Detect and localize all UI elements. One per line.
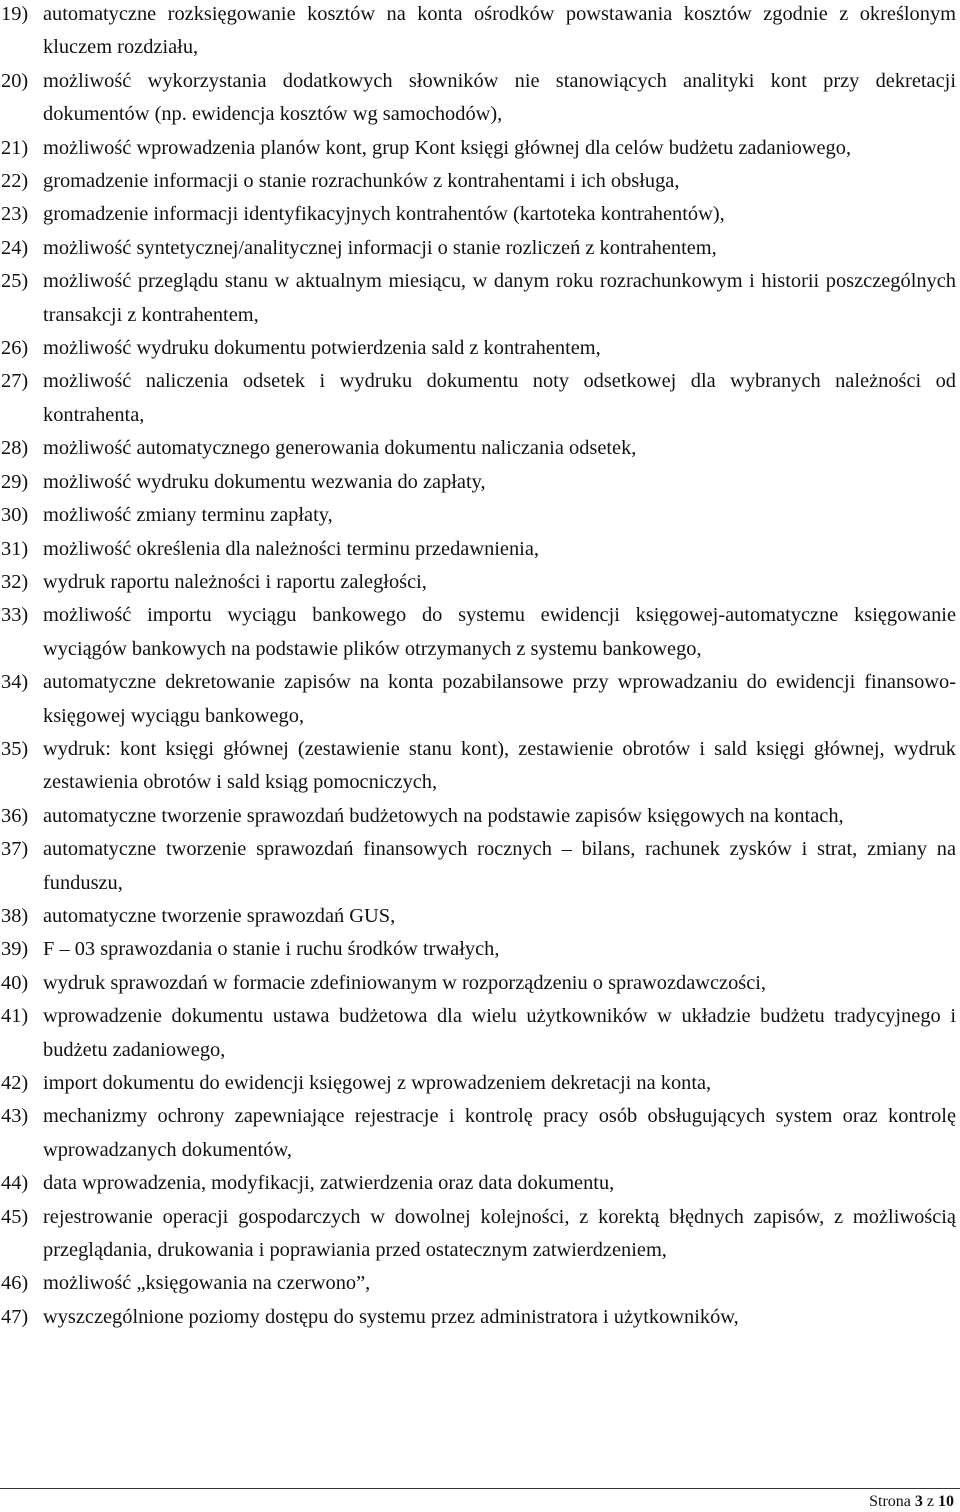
list-item-text: możliwość wykorzystania dodatkowych słowników nie stanowiących analityki kont przy dekretacji dokumentów (np. ewidencja kosztów wg samochodów), [43,69,956,126]
footer-total-pages: 10 [938,1493,954,1510]
list-item-text: możliwość naliczenia odsetek i wydruku dokumentu noty odsetkowej dla wybranych należności od kontrahenta, [43,370,956,426]
footer-current-page: 3 [914,1493,923,1510]
list-item-number: 42) [1,1072,29,1094]
list-item-text: automatyczne dekretowanie zapisów na konta pozabilansowe przy wprowadzaniu do ewidencji finansowo-księgowej wyciągu bankowego, [43,671,956,727]
list-item-text: możliwość wydruku dokumentu potwierdzenia sald z kontrahentem, [43,337,601,360]
list-item [1,198,956,231]
list-item [1,165,956,198]
list-item-text: możliwość syntetycznej/analitycznej informacji o stanie rozliczeń z kontrahentem, [43,236,717,259]
list-item-text: wprowadzenie dokumentu ustawa budżetowa dla wielu użytkowników w układzie budżetu tradycyjnego i budżetu zadaniowego, [43,1005,956,1061]
list-item-number: 20) [1,69,29,92]
list-item-text: wydruk raportu należności i raportu zaległości, [43,570,427,593]
list-item-number: 34) [1,671,29,694]
list-item [1,265,956,332]
list-item [1,566,956,599]
list-item-text: wydruk: kont księgi głównej (zestawienie stanu kont), zestawienie obrotów i sald księgi głównej, wydruk zestawienia obrotów i sald ksiąg pomocniczych, [43,737,956,794]
footer-divider [0,1488,960,1489]
list-item-number: 25) [1,270,29,293]
list-item-text: możliwość importu wyciągu bankowego do systemu ewidencji księgowej-automatyczne księgowanie wyciągów bankowych na podstawie plików otrzymanych z systemu bankowego, [43,604,956,660]
list-item-number: 22) [1,170,29,193]
list-item [1,132,956,165]
list-item-number: 43) [1,1105,29,1128]
list-item-text: wydruk sprawozdań w formacie zdefiniowanym w rozporządzeniu o sprawozdawczości, [43,971,767,994]
list-item [1,466,956,499]
list-item [1,733,956,800]
list-item-number: 39) [1,938,29,961]
requirements-list [1,0,956,1334]
list-item-number: 40) [1,971,29,994]
list-item-text: możliwość określenia dla należności terminu przedawnienia, [43,537,539,560]
list-item [1,365,956,432]
list-item-number: 30) [1,504,29,527]
list-item-text: automatyczne tworzenie sprawozdań budżetowych na podstawie zapisów księgowych na kontach, [43,804,844,827]
list-item [1,599,956,666]
list-item-text: automatyczne tworzenie sprawozdań finansowych rocznych – bilans, rachunek zysków i strat, zmiany na funduszu, [43,838,956,894]
list-item [1,1201,956,1268]
list-item-text: F – 03 sprawozdania o stanie i ruchu środków trwałych, [43,938,500,961]
list-item-number: 45) [1,1205,29,1228]
list-item-number: 24) [1,236,29,259]
list-item-number: 36) [1,804,29,827]
list-item-text: gromadzenie informacji identyfikacyjnych kontrahentów (kartoteka kontrahentów), [43,203,725,226]
list-item-text: możliwość zmiany terminu zapłaty, [43,504,333,527]
list-item-text: wyszczególnione poziomy dostępu do systemu przez administratora i użytkowników, [43,1305,739,1328]
list-item [1,1000,956,1067]
footer-label: Strona [869,1493,911,1510]
list-item [1,1301,956,1334]
list-item-number: 44) [1,1172,29,1195]
list-item-text: możliwość przeglądu stanu w aktualnym miesiącu, w danym roku rozrachunkowym i historii poszczególnych transakcji z kontrahentem, [43,270,956,326]
list-item-number: 29) [1,470,29,493]
list-item [1,1167,956,1200]
list-item [1,533,956,566]
list-item-number: 26) [1,337,29,360]
list-item-number: 46) [1,1272,29,1295]
list-item [1,1267,956,1300]
list-item-number: 33) [1,604,29,627]
list-item [1,499,956,532]
list-item-number: 37) [1,838,29,861]
list-item-number: 47) [1,1305,29,1328]
list-item [1,800,956,833]
page-footer [869,1493,954,1511]
list-item-number: 41) [1,1005,29,1028]
list-item-number: 35) [1,737,29,760]
list-item-text: import dokumentu do ewidencji księgowej z wprowadzeniem dekretacji na konta, [43,1072,712,1094]
list-item [1,666,956,733]
list-item-text: możliwość „księgowania na czerwono”, [43,1272,371,1295]
list-item [1,65,956,132]
list-item [1,432,956,465]
list-item [1,1100,956,1167]
list-item [1,1067,956,1100]
list-item-number: 38) [1,904,29,927]
list-item-number: 27) [1,370,29,393]
list-item-text: gromadzenie informacji o stanie rozrachunków z kontrahentami i ich obsługa, [43,170,680,193]
list-item [1,933,956,966]
footer-separator: z [926,1493,934,1510]
list-item-text: automatyczne rozksięgowanie kosztów na konta ośrodków powstawania kosztów zgodnie z określonym kluczem rozdziału, [43,3,956,59]
list-item [1,833,956,900]
list-item-number: 23) [1,203,29,226]
list-item-text: możliwość wydruku dokumentu wezwania do zapłaty, [43,470,486,493]
list-item [1,332,956,365]
list-item-text: mechanizmy ochrony zapewniające rejestracje i kontrolę pracy osób obsługujących system oraz kontrolę wprowadzanych dokumentów, [43,1105,956,1161]
list-item-text: automatyczne tworzenie sprawozdań GUS, [43,904,396,927]
list-item-text: możliwość wprowadzenia planów kont, grup Kont księgi głównej dla celów budżetu zadaniowego, [43,136,852,159]
list-item [1,900,956,933]
list-item [1,0,956,65]
list-item-number: 19) [1,3,29,25]
list-item-number: 28) [1,437,29,460]
list-item [1,967,956,1000]
list-item-text: data wprowadzenia, modyfikacji, zatwierdzenia oraz data dokumentu, [43,1172,615,1195]
list-item-number: 32) [1,570,29,593]
list-item-text: możliwość automatycznego generowania dokumentu naliczania odsetek, [43,437,637,460]
list-item-number: 31) [1,537,29,560]
list-item-text: rejestrowanie operacji gospodarczych w dowolnej kolejności, z korektą błędnych zapisów, z możliwością przeglądania, drukowania i poprawiania przed ostatecznym zatwierdzeniem, [43,1205,956,1262]
list-item-number: 21) [1,136,29,159]
list-item [1,232,956,265]
